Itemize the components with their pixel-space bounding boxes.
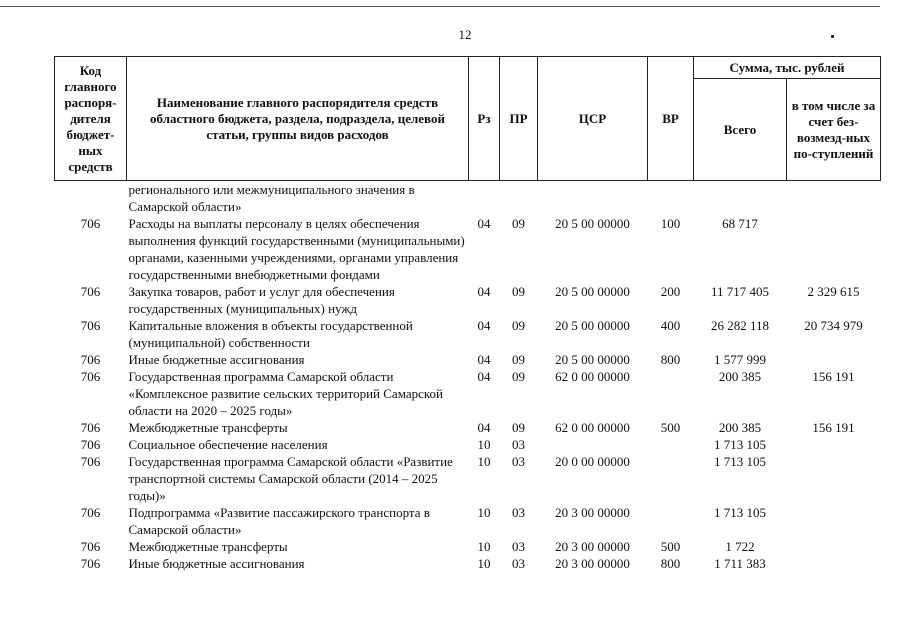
cell-pr: 09 (512, 420, 525, 435)
cell-code: 706 (80, 454, 101, 469)
top-border-line (0, 6, 880, 7)
cell-total: 1 577 999 (714, 352, 766, 367)
table-row (55, 436, 881, 453)
table-row (55, 351, 881, 368)
cell-csr (538, 181, 648, 216)
cell-name: Межбюджетные трансферты (128, 539, 288, 554)
cell-name: Капитальные вложения в объекты государственной (муниципальной) собственности (128, 318, 413, 350)
cell-pr: 09 (512, 352, 525, 367)
cell-csr: 20 5 00 00000 (555, 284, 630, 299)
cell-name: Государственная программа Самарской области «Комплексное развитие сельских территорий Самарской области на 2020 – 2025 годы» (128, 369, 443, 418)
cell-csr (538, 436, 648, 453)
cell-rz: 10 (477, 505, 491, 520)
budget-table (54, 56, 881, 572)
table-row (55, 317, 881, 351)
cell-gratuitous (787, 436, 881, 453)
cell-csr: 20 3 00 00000 (555, 505, 630, 520)
cell-csr: 20 5 00 00000 (555, 318, 630, 333)
cell-pr: 03 (512, 539, 525, 554)
cell-pr: 03 (512, 556, 525, 571)
cell-vr: 800 (660, 352, 681, 367)
table-row (55, 453, 881, 504)
cell-gratuitous: 2 329 615 (807, 284, 860, 299)
cell-name: Государственная программа Самарской области «Развитие транспортной системы Самарской области (2014 – 2025 годы)» (128, 454, 453, 503)
cell-rz: 04 (477, 352, 491, 367)
cell-code: 706 (80, 284, 101, 299)
cell-total: 1 722 (725, 539, 755, 554)
table-header (55, 57, 881, 181)
cell-gratuitous (787, 351, 881, 368)
cell-vr: 500 (660, 420, 681, 435)
cell-code: 706 (80, 352, 101, 367)
cell-vr: 800 (660, 556, 681, 571)
cell-vr: 100 (660, 216, 681, 231)
cell-pr: 09 (512, 216, 525, 231)
header-pr: ПР (500, 57, 538, 181)
cell-code: 706 (80, 318, 101, 333)
cell-csr: 20 5 00 00000 (555, 352, 630, 367)
cell-pr: 09 (512, 369, 525, 384)
cell-pr: 09 (512, 284, 525, 299)
cell-rz: 04 (477, 420, 491, 435)
cell-gratuitous (787, 453, 881, 504)
cell-rz: 10 (477, 454, 491, 469)
table-row (55, 283, 881, 317)
cell-pr: 09 (512, 318, 525, 333)
cell-pr: 03 (512, 454, 525, 469)
header-code: Код главного распоря-дителя бюджет-ных средств (55, 57, 127, 181)
cell-csr: 20 3 00 00000 (555, 539, 630, 554)
cell-pr (500, 181, 538, 216)
header-rz: Рз (469, 57, 500, 181)
cell-total: 1 713 105 (714, 505, 766, 520)
cell-rz: 10 (477, 437, 491, 452)
cell-total: 1 713 105 (714, 437, 766, 452)
cell-pr: 03 (512, 505, 525, 520)
cell-rz: 04 (477, 369, 491, 384)
header-vr: ВР (648, 57, 694, 181)
cell-rz: 04 (477, 318, 491, 333)
cell-code: 706 (80, 369, 101, 384)
cell-code: 706 (80, 216, 101, 231)
cell-total: 200 385 (718, 369, 762, 384)
cell-name: Социальное обеспечение населения (128, 437, 328, 452)
cell-code: 706 (80, 420, 101, 435)
cell-csr: 20 5 00 00000 (555, 216, 630, 231)
cell-gratuitous (787, 181, 881, 216)
cell-gratuitous (787, 555, 881, 572)
cell-vr (648, 181, 694, 216)
cell-name: Иные бюджетные ассигнования (128, 556, 305, 571)
table-row (55, 368, 881, 419)
table-body (55, 181, 881, 573)
cell-vr: 200 (660, 284, 681, 299)
header-total: Всего (694, 79, 787, 181)
cell-name: Закупка товаров, работ и услуг для обеспечения государственных (муниципальных) нужд (128, 284, 395, 316)
cell-total: 1 711 383 (714, 556, 766, 571)
header-gratuitous: в том числе за счет без-возмезд-ных по-ступлений (787, 79, 881, 181)
cell-gratuitous: 20 734 979 (804, 318, 863, 333)
cell-name: Расходы на выплаты персоналу в целях обеспечения выполнения функций государственными (муниципальными) органами, казенными учреждениями, органами управления государственными внебюджетными фондами (128, 216, 465, 282)
cell-name: Иные бюджетные ассигнования (128, 352, 305, 367)
header-csr: ЦСР (538, 57, 648, 181)
table-row (55, 215, 881, 283)
table-row (55, 181, 881, 216)
cell-total: 200 385 (718, 420, 762, 435)
cell-rz: 10 (477, 556, 491, 571)
cell-csr: 20 3 00 00000 (555, 556, 630, 571)
table-row (55, 555, 881, 572)
cell-rz: 04 (477, 284, 491, 299)
cell-code: 706 (80, 437, 101, 452)
cell-gratuitous (787, 504, 881, 538)
cell-total: 68 717 (722, 216, 758, 231)
cell-vr (648, 436, 694, 453)
page-number: 12 (458, 27, 472, 42)
header-sum: Сумма, тыс. рублей (694, 57, 881, 79)
cell-vr (648, 453, 694, 504)
cell-pr: 03 (512, 437, 525, 452)
cell-gratuitous (787, 215, 881, 283)
cell-code: 706 (80, 505, 101, 520)
cell-csr: 62 0 00 00000 (555, 369, 630, 384)
table-row (55, 419, 881, 436)
cell-vr (648, 368, 694, 419)
header-name: Наименование главного распорядителя средств областного бюджета, раздела, подраздела, целевой статьи, группы видов расходов (127, 57, 469, 181)
cell-gratuitous: 156 191 (812, 420, 855, 435)
table-row (55, 538, 881, 555)
table-row (55, 504, 881, 538)
cell-total (694, 181, 787, 216)
cell-gratuitous (787, 538, 881, 555)
cell-code: 706 (80, 556, 101, 571)
cell-total: 26 282 118 (710, 318, 770, 333)
cell-csr: 62 0 00 00000 (555, 420, 630, 435)
cell-code: 706 (80, 539, 101, 554)
cell-code (55, 181, 127, 216)
scan-speck (831, 35, 834, 38)
cell-gratuitous: 156 191 (812, 369, 855, 384)
cell-name: Подпрограмма «Развитие пассажирского транспорта в Самарской области» (128, 505, 430, 537)
cell-vr (648, 504, 694, 538)
cell-rz (469, 181, 500, 216)
cell-vr: 400 (660, 318, 681, 333)
cell-rz: 04 (477, 216, 491, 231)
cell-vr: 500 (660, 539, 681, 554)
cell-total: 1 713 105 (714, 454, 766, 469)
cell-name: регионального или межмуниципального значения в Самарской области» (128, 182, 415, 214)
cell-name: Межбюджетные трансферты (128, 420, 288, 435)
cell-csr: 20 0 00 00000 (555, 454, 630, 469)
cell-total: 11 717 405 (710, 284, 770, 299)
cell-rz: 10 (477, 539, 491, 554)
